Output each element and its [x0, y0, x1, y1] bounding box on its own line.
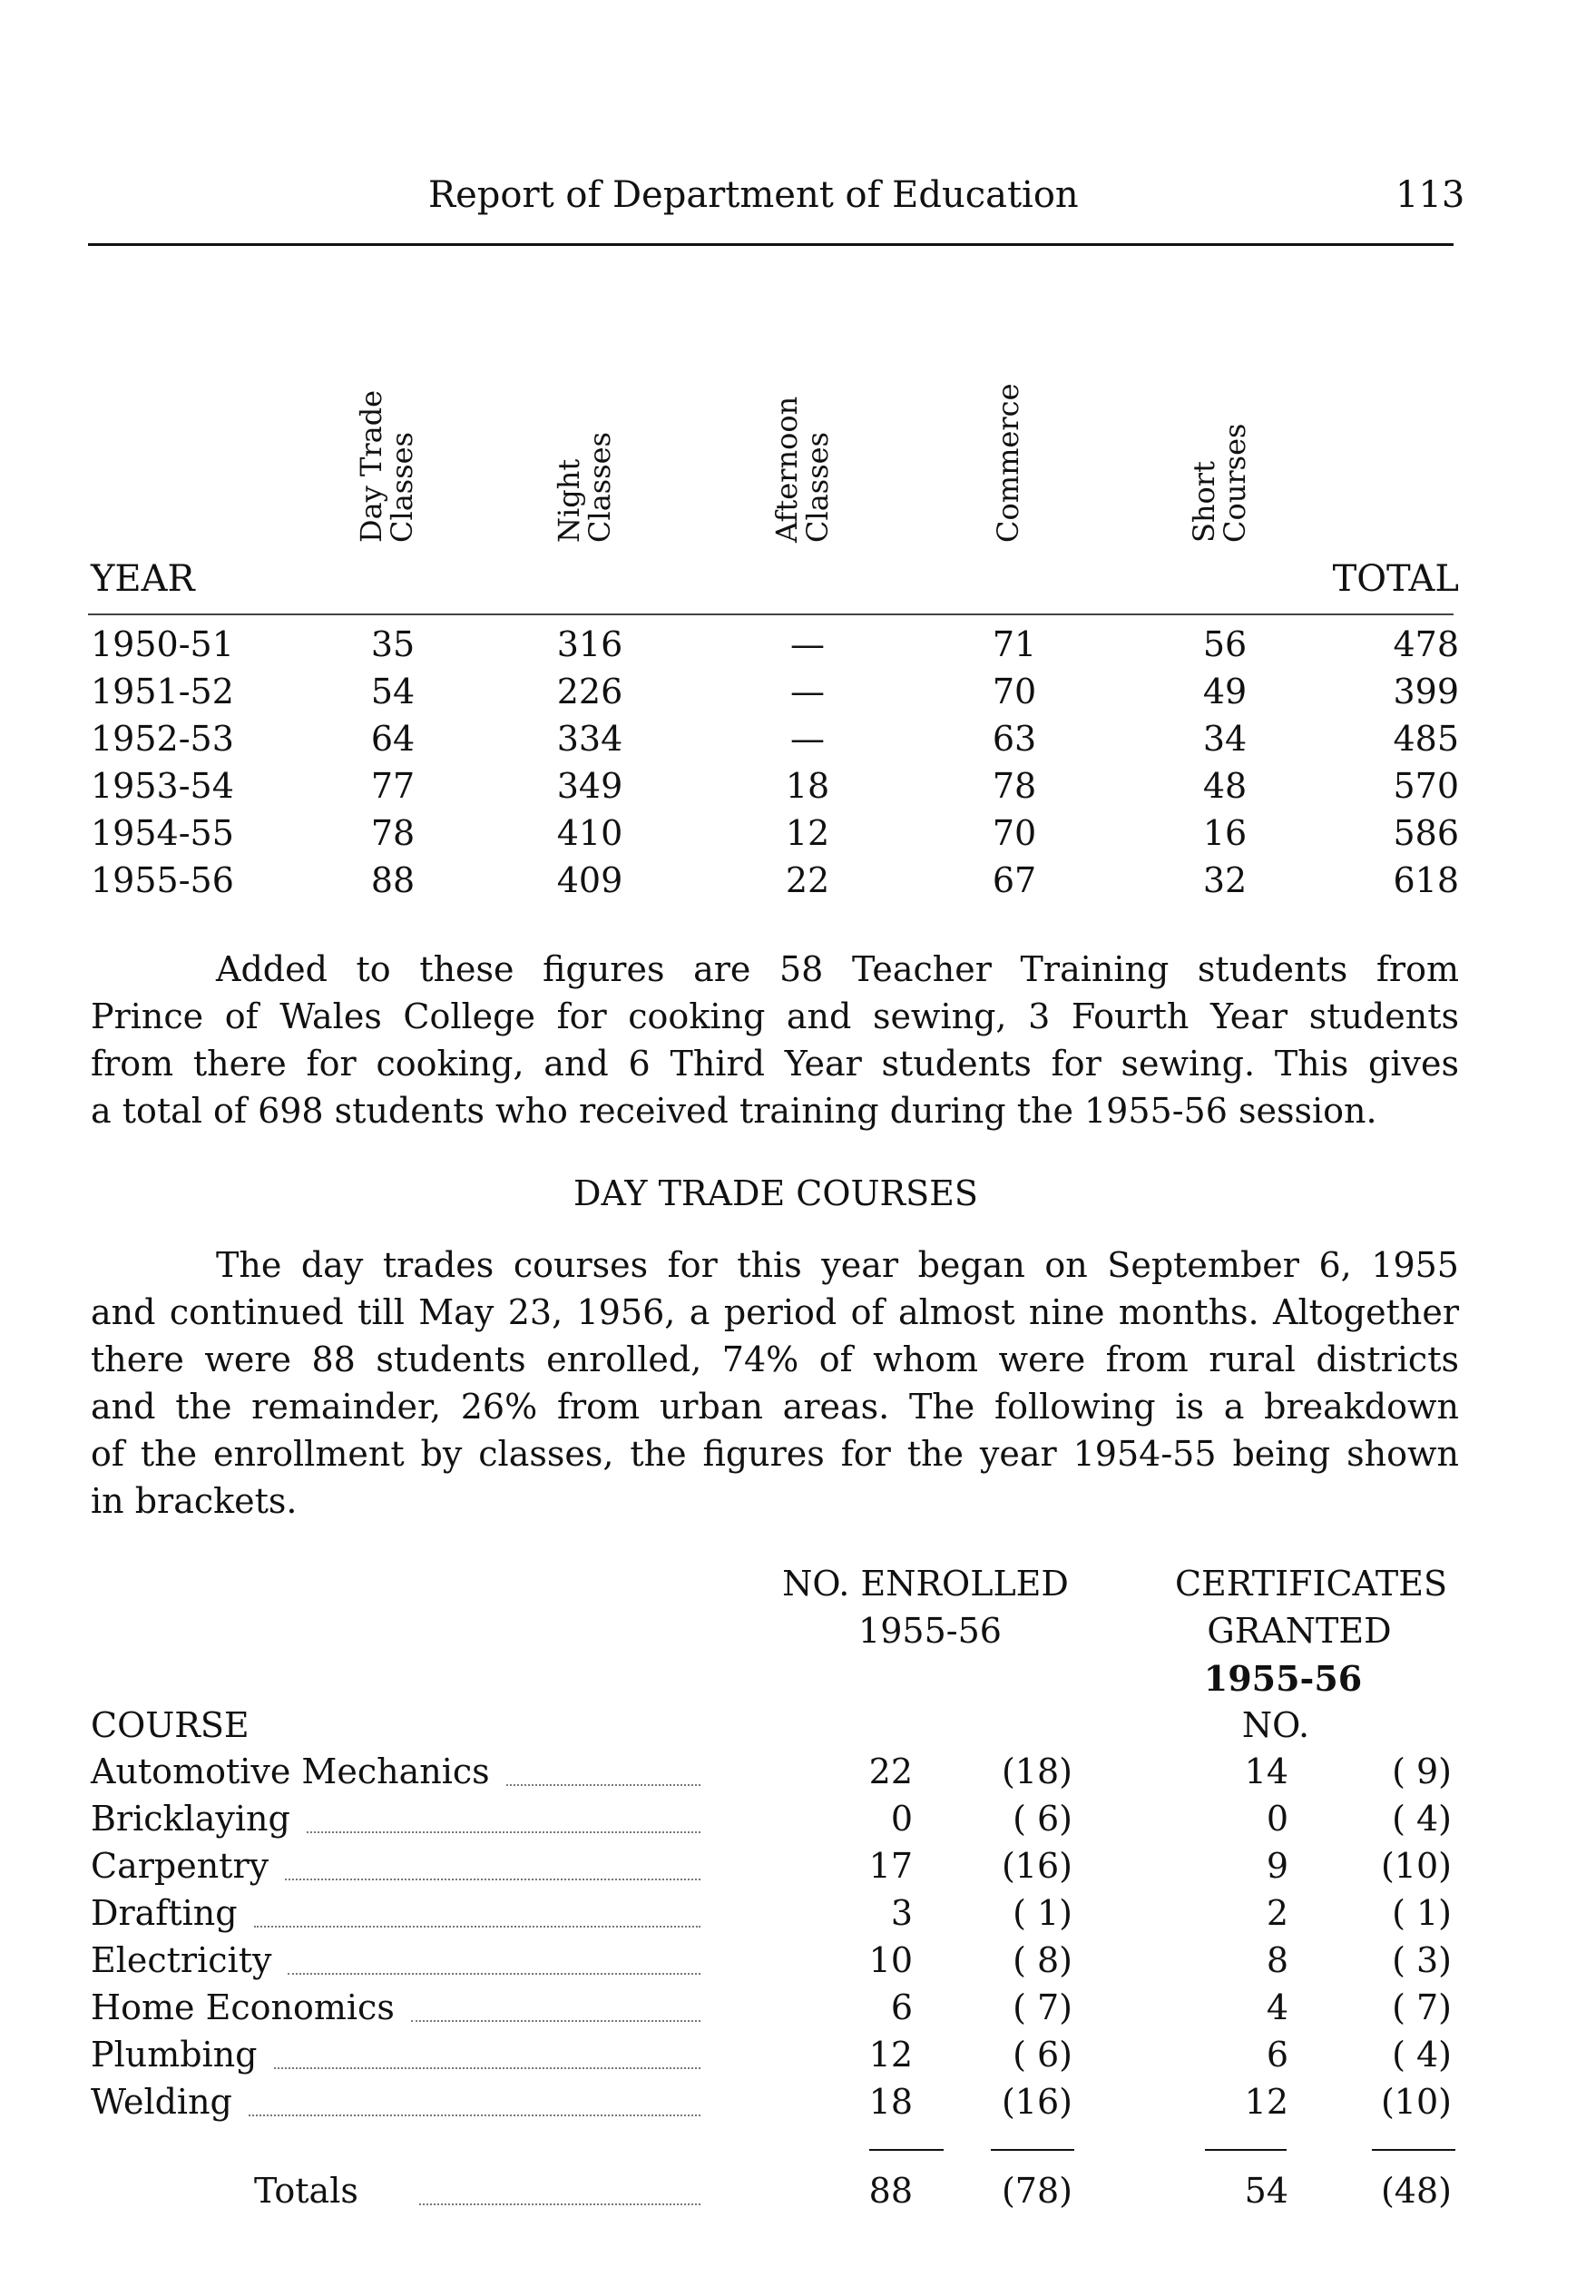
cell-cert: 12 — [1244, 2082, 1288, 2122]
header-rule — [88, 243, 1454, 246]
cell-night: 226 — [556, 672, 623, 711]
cell-total: 618 — [1393, 860, 1459, 900]
cell-enrolled: 0 — [890, 1799, 913, 1839]
cell-afternoon: — — [790, 719, 825, 759]
cell-short: 56 — [1202, 624, 1248, 664]
cell-enrolled: 22 — [868, 1751, 913, 1791]
cell-enrolled: 6 — [890, 1987, 913, 2027]
paragraph-line: and the remainder, 26% from urban areas. The following is a breakdown — [91, 1387, 1459, 1427]
cell-enrolled-prev: ( 1) — [1013, 1893, 1072, 1933]
cell-afternoon: 12 — [785, 813, 830, 853]
col-header-short-line2: Courses — [1218, 423, 1252, 543]
course-name: Plumbing — [91, 2035, 258, 2075]
cell-afternoon: 22 — [785, 860, 830, 900]
cert-header-line2: GRANTED — [1207, 1611, 1392, 1651]
cell-short: 48 — [1202, 766, 1248, 806]
cell-enrolled-prev: ( 7) — [1013, 1987, 1072, 2027]
cell-day-trade: 64 — [370, 719, 416, 759]
cell-day-trade: 88 — [370, 860, 416, 900]
cell-short: 16 — [1202, 813, 1248, 853]
running-header-title: Report of Department of Education — [428, 174, 1079, 216]
year-label: YEAR — [91, 558, 195, 600]
cell-enrolled-prev: (16) — [1001, 2082, 1072, 2122]
cell-short: 34 — [1202, 719, 1248, 759]
paragraph-line: Prince of Wales College for cooking and sewing, 3 Fourth Year students — [91, 996, 1459, 1036]
col-header-afternoon — [771, 397, 833, 543]
col-header-night — [553, 432, 615, 543]
cell-enrolled-prev: (16) — [1001, 1846, 1072, 1886]
col-header-day-trade-line1: Day Trade — [354, 389, 388, 543]
cell-enrolled: 3 — [890, 1893, 913, 1933]
leader-dots — [285, 1879, 700, 1880]
paragraph-line: and continued till May 23, 1956, a period of almost nine months. Altogether — [91, 1292, 1459, 1332]
col-header-night-line2: Classes — [583, 432, 617, 543]
course-name: Bricklaying — [91, 1799, 290, 1839]
cell-enrolled-prev: ( 6) — [1013, 1799, 1072, 1839]
col-header-short — [1189, 424, 1250, 543]
leader-dots — [288, 1973, 700, 1975]
cell-total: 399 — [1393, 672, 1459, 711]
cell-enrolled: 17 — [868, 1846, 913, 1886]
cell-enrolled: 12 — [868, 2035, 913, 2075]
cell-cert: 9 — [1266, 1846, 1288, 1886]
cell-cert-prev: ( 9) — [1392, 1751, 1452, 1791]
cell-enrolled-prev: ( 8) — [1013, 1940, 1072, 1980]
cell-commerce: 67 — [992, 860, 1037, 900]
course-name: Drafting — [91, 1893, 238, 1933]
paragraph-line: of the enrollment by classes, the figures for the year 1954-55 being shown — [91, 1434, 1459, 1474]
cell-cert: 8 — [1266, 1940, 1288, 1980]
cell-commerce: 78 — [992, 766, 1037, 806]
cell-year: 1951-52 — [91, 672, 234, 711]
totals-rule-cert-prev — [1372, 2149, 1455, 2151]
cell-day-trade: 77 — [370, 766, 416, 806]
section-heading: DAY TRADE COURSES — [573, 1173, 978, 1213]
cell-night: 410 — [556, 813, 623, 853]
cell-day-trade: 78 — [370, 813, 416, 853]
cell-day-trade: 35 — [370, 624, 416, 664]
cert-header-line3: 1955-56 — [1203, 1658, 1363, 1699]
cell-afternoon: 18 — [785, 766, 830, 806]
cell-afternoon: — — [790, 672, 825, 711]
cell-night: 316 — [556, 624, 623, 664]
cell-total: 485 — [1393, 719, 1459, 759]
cell-cert-prev: ( 1) — [1392, 1893, 1452, 1933]
cell-year: 1954-55 — [91, 813, 234, 853]
course-name: Electricity — [91, 1940, 272, 1980]
total-label: TOTAL — [1332, 558, 1459, 600]
col-header-commerce — [993, 383, 1023, 543]
col-header-commerce-line1: Commerce — [991, 383, 1025, 543]
page-number: 113 — [1395, 174, 1465, 216]
enrolled-header-line1: NO. ENROLLED — [782, 1564, 1069, 1604]
col-header-short-line1: Short — [1187, 461, 1221, 543]
leader-dots — [506, 1784, 700, 1786]
cell-commerce: 70 — [992, 672, 1037, 711]
cell-commerce: 71 — [992, 624, 1037, 664]
col-header-day-trade-line2: Classes — [385, 432, 419, 543]
cell-cert: 0 — [1266, 1799, 1288, 1839]
leader-dots — [274, 2067, 700, 2069]
cell-cert: 4 — [1266, 1987, 1288, 2027]
cell-night: 334 — [556, 719, 623, 759]
paragraph-line: a total of 698 students who received training during the 1955-56 session. — [91, 1091, 1377, 1131]
cell-enrolled: 18 — [868, 2082, 913, 2122]
totals-rule-enrolled-prev — [991, 2149, 1074, 2151]
paragraph-line: The day trades courses for this year began on September 6, 1955 — [216, 1245, 1459, 1285]
cell-total: 478 — [1393, 624, 1459, 664]
totals-leader-dots — [419, 2203, 700, 2205]
course-name: Welding — [91, 2082, 232, 2122]
cell-enrolled-prev: ( 6) — [1013, 2035, 1072, 2075]
totals-label: Totals — [254, 2171, 358, 2211]
cert-header-line1: CERTIFICATES — [1174, 1564, 1448, 1604]
cell-cert-prev: ( 4) — [1392, 2035, 1452, 2075]
cell-enrolled: 10 — [868, 1940, 913, 1980]
course-name: Home Economics — [91, 1987, 395, 2027]
course-name: Automotive Mechanics — [91, 1751, 490, 1791]
totals-cert-prev: (48) — [1380, 2171, 1452, 2211]
totals-rule-enrolled — [869, 2149, 944, 2151]
table1-header-rule — [88, 613, 1454, 615]
cell-year: 1950-51 — [91, 624, 234, 664]
leader-dots — [411, 2020, 700, 2022]
cell-year: 1952-53 — [91, 719, 234, 759]
paragraph-day-trade-courses — [91, 1241, 1459, 1525]
leader-dots — [249, 2114, 700, 2116]
leader-dots — [307, 1831, 700, 1833]
cell-cert-prev: (10) — [1380, 1846, 1452, 1886]
cell-commerce: 70 — [992, 813, 1037, 853]
cell-enrolled-prev: (18) — [1001, 1751, 1072, 1791]
paragraph-added-figures — [91, 946, 1459, 1134]
col-header-afternoon-line1: Afternoon — [769, 396, 804, 543]
totals-cert: 54 — [1244, 2171, 1288, 2211]
leader-dots — [254, 1926, 700, 1928]
course-name: Carpentry — [91, 1846, 269, 1886]
enrolled-header-line2: 1955-56 — [858, 1611, 1002, 1651]
cell-cert-prev: ( 3) — [1392, 1940, 1452, 1980]
cell-total: 570 — [1393, 766, 1459, 806]
cell-day-trade: 54 — [370, 672, 416, 711]
cell-cert-prev: ( 4) — [1392, 1799, 1452, 1839]
cell-night: 349 — [556, 766, 623, 806]
totals-enrolled: 88 — [868, 2171, 913, 2211]
paragraph-line: there were 88 students enrolled, 74% of whom were from rural districts — [91, 1339, 1459, 1379]
col-header-night-line1: Night — [552, 458, 586, 543]
totals-enrolled-prev: (78) — [1001, 2171, 1072, 2211]
totals-rule-cert — [1205, 2149, 1287, 2151]
col-header-day-trade — [356, 390, 417, 543]
col-header-afternoon-line2: Classes — [800, 432, 835, 543]
cell-cert: 2 — [1266, 1893, 1288, 1933]
cell-short: 32 — [1202, 860, 1248, 900]
cell-afternoon: — — [790, 624, 825, 664]
course-label: COURSE — [91, 1705, 250, 1745]
cell-cert: 14 — [1244, 1751, 1288, 1791]
paragraph-line: in brackets. — [91, 1481, 298, 1521]
cell-commerce: 63 — [992, 719, 1037, 759]
cell-cert-prev: (10) — [1380, 2082, 1452, 2122]
cell-year: 1955-56 — [91, 860, 234, 900]
cell-short: 49 — [1202, 672, 1248, 711]
cell-cert: 6 — [1266, 2035, 1288, 2075]
cell-total: 586 — [1393, 813, 1459, 853]
cell-year: 1953-54 — [91, 766, 234, 806]
cell-night: 409 — [556, 860, 623, 900]
paragraph-line: from there for cooking, and 6 Third Year students for sewing. This gives — [91, 1044, 1459, 1084]
cert-header-line4: NO. — [1241, 1705, 1310, 1745]
paragraph-line: Added to these figures are 58 Teacher Training students from — [216, 949, 1459, 989]
cell-cert-prev: ( 7) — [1392, 1987, 1452, 2027]
